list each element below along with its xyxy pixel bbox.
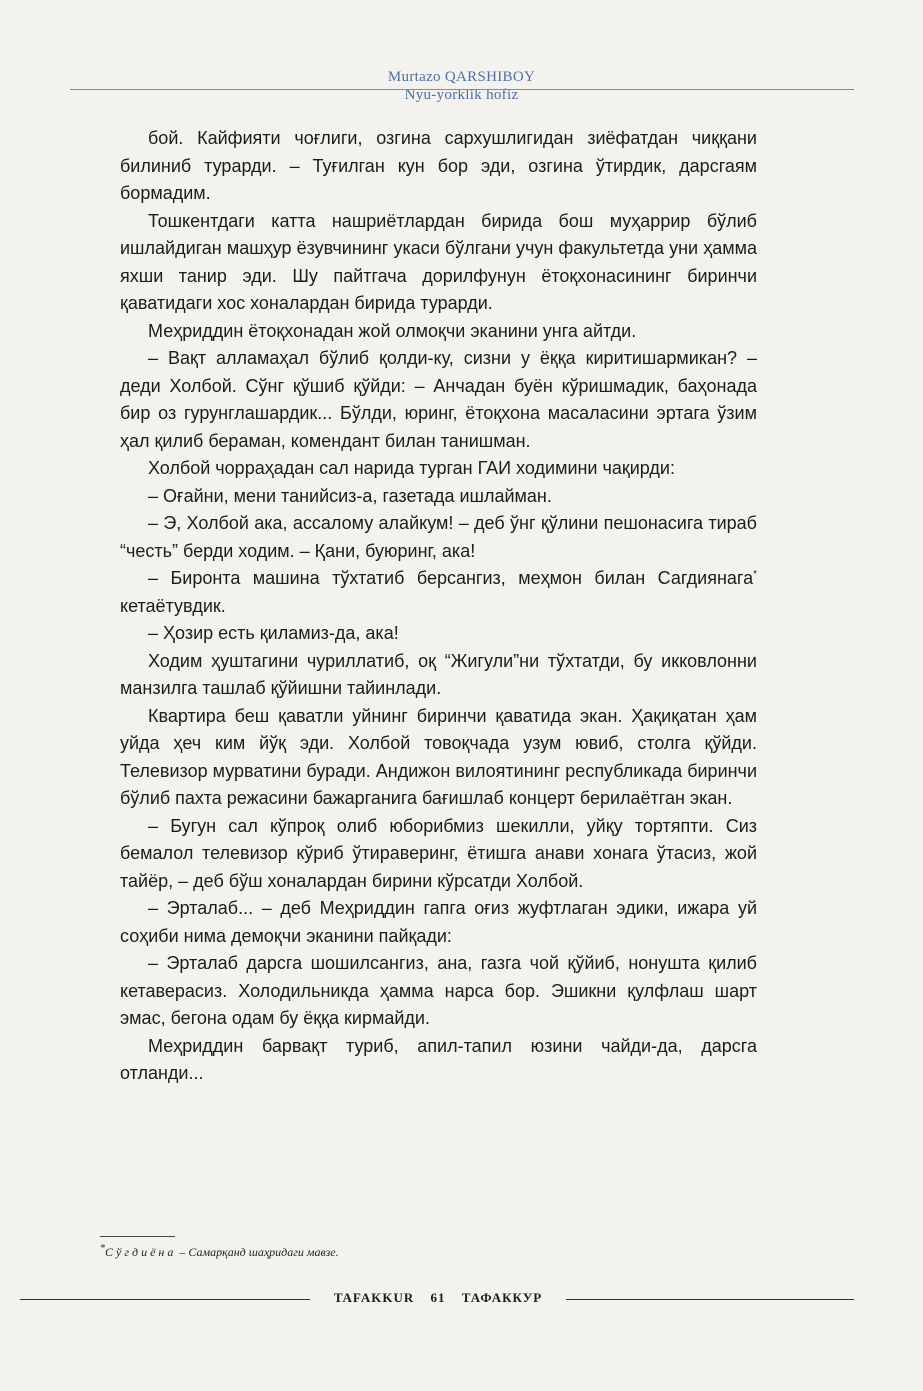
paragraph: Квартира беш қаватли уйнинг биринчи қаватида экан. Ҳақиқатан ҳам уйда ҳеч ким йўқ эди. Холбой товоқчада узум ювиб, столга қўйди. Телевизор мурватини буради. Андижон вилоятининг республикада биринчи бўлиб пахта режасини бажарганига бағишлаб концерт берилаётган экан. [120, 705, 757, 808]
footnote-text: – Самарқанд шаҳридаги мавзе. [176, 1245, 339, 1259]
footnote-divider [100, 1236, 175, 1237]
paragraph: Тошкентдаги катта нашриётлардан бирида бош муҳаррир бўлиб ишлайдиган машҳур ёзувчининг укаси бўлгани учун факультетда уни ҳамма яхши танир эди. Шу пайтгача дорилфунун ётоқхонасининг биринчи қаватидаги хос хоналардан бирида турарди. [120, 210, 757, 313]
paragraph-with-footnote [120, 565, 757, 620]
paragraph: – Оғайни, мени танийсиз-а, газетада ишлайман. [148, 485, 552, 506]
footer-journal-latin: TAFAKKUR [333, 1290, 415, 1305]
paragraph-text-tail: кетаётувдик. [120, 595, 226, 616]
footnote-term: Сўгдиёна [105, 1245, 177, 1259]
paragraph-text: – Биронта машина тўхтатиб берсангиз, меҳмон билан Сагдиянага [148, 568, 754, 588]
paragraph: – Ҳозир есть қиламиз-да, ака! [148, 623, 399, 643]
paragraph: – Вақт алламаҳал бўлиб қолди-ку, сизни у ёққа киритишармикан? – деди Холбой. Сўнг қўшиб қўйди: – Анчадан буён кўришмадик, баҳонада бир оз гурунглашардик... Бўлди, юринг, ётоқхона масаласини эртага ўзим ҳал қилиб бераман, комендант билан танишман. [120, 348, 757, 451]
footnote-marker: * [753, 569, 757, 580]
footer-label [310, 1290, 566, 1306]
paragraph: – Э, Холбой ака, ассалому алайкум! – деб ўнг қўлини пешонасига тираб “честь” берди ходим. – Қани, буюринг, ака! [120, 513, 757, 561]
paragraph: – Эрталаб... – деб Меҳриддин гапга оғиз жуфтлаган эдики, ижара уй соҳиби нима демоқчи эканини пайқади: [120, 898, 757, 946]
paragraph: Ходим ҳуштагини чуриллатиб, оқ “Жигули”ни тўхтатди, бу икковлонни манзилга ташлаб қўйишни тайинлади. [120, 650, 757, 698]
footer-rule-left [20, 1299, 310, 1300]
footnote-mark: * [100, 1243, 105, 1254]
page-number: 61 [430, 1290, 446, 1305]
footnote [100, 1243, 760, 1260]
body-text [120, 125, 757, 1088]
header-subtitle: Nyu-yorklik hofiz [404, 87, 519, 103]
paragraph: Меҳриддин барвақт туриб, апил-тапил юзини чайди-да, дарсга отланди... [120, 1035, 757, 1083]
header-divider [70, 89, 854, 90]
running-footer [0, 1290, 923, 1310]
footer-journal-cyrillic: ТАФАККУР [461, 1290, 543, 1305]
footer-rule-right [566, 1299, 854, 1300]
paragraph: Меҳриддин ётоқхонадан жой олмоқчи эканини унга айтди. [148, 320, 637, 341]
paragraph: – Эрталаб дарсга шошилсангиз, ана, газга чой қўйиб, нонушта қилиб кетаверасиз. Холодильникда ҳамма нарса бор. Эшикни қулфлаш шарт эмас, бегона одам бу ёққа кирмайди. [120, 953, 757, 1028]
header-author: Murtazo QARSHIBOY [387, 69, 536, 85]
running-header [0, 68, 923, 104]
paragraph: бой. Кайфияти чоғлиги, озгина сархушлигидан зиёфатдан чиққани билиниб турарди. – Туғилган кун бор эди, озгина ўтирдик, дарсгаям бормадим. [120, 128, 757, 203]
paragraph: Холбой чорраҳадан сал нарида турган ГАИ ходимини чақирди: [148, 458, 675, 478]
paragraph: – Бугун сал кўпроқ олиб юборибмиз шекилли, уйқу тортяпти. Сиз бемалол телевизор кўриб ўтираверинг, ётишга анави хонага ўтасиз, жой тайёр, – деб бўш хоналардан бирини кўрсатди Холбой. [120, 815, 757, 891]
